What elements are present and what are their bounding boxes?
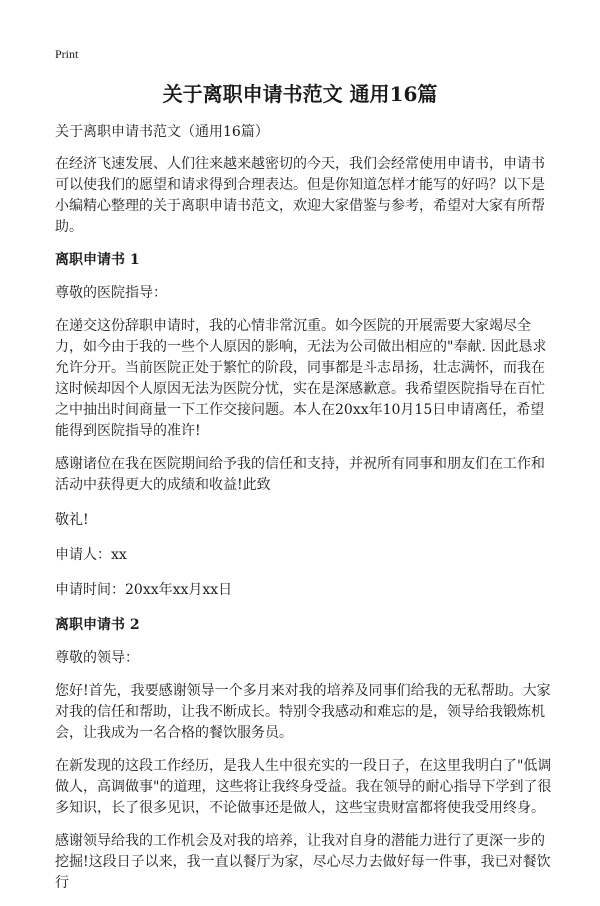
letter-1-closing: 敬礼! — [55, 512, 89, 528]
letter-2-body-2: 在新发现的这段工作经历，是我人生中很充实的一段日子，在这里我明白了"低调做人，高调做事"的道理，这些将让我终身受益。我在领导的耐心指导下学到了很多知识，长了很多见识，不论做事还是做人，这些宝贵财富都将使我受用终身。 — [55, 758, 552, 816]
letter-2-body-1: 您好!首先，我要感谢领导一个多月来对我的培养及同事们给我的无私帮助。大家对我的信任和帮助，让我不断成长。特别令我感动和难忘的是，领导给我锻炼机会，让我成为一名合格的餐饮服务员。 — [55, 683, 551, 741]
letter-2-heading: 离职申请书 2 — [55, 617, 140, 633]
letter-1-body-2: 感谢诸位在我在医院期间给予我的信任和支持，并祝所有同事和朋友们在工作和活动中获得更大的成绩和收益!此致 — [55, 456, 545, 493]
letter-2-salutation: 尊敬的领导： — [55, 650, 139, 666]
letter-1-applicant: 申请人：xx — [55, 547, 127, 563]
print-label: Print — [55, 47, 79, 61]
document-subtitle: 关于离职申请书范文（通用16篇） — [55, 124, 269, 140]
document-body — [55, 122, 555, 906]
letter-1-date: 申请时间：20xx年xx月xx日 — [55, 582, 233, 598]
intro-paragraph: 在经济飞速发展、人们往来越来越密切的今天，我们会经常使用申请书，申请书可以使我们的愿望和请求得到合理表达。但是你知道怎样才能写的好吗？以下是小编精心整理的关于离职申请书范文，欢迎大家借鉴与参考，希望对大家有所帮助。 — [55, 156, 545, 235]
document-title: 关于离职申请书范文 通用16篇 — [162, 82, 438, 106]
letter-1-body-1: 在递交这份辞职申请时，我的心情非常沉重。如今医院的开展需要大家竭尽全力，如今由于我的一些个人原因的影响，无法为公司做出相应的"奉献. 因此恳求允许分开。当前医院正处于繁忙的阶段，同事都是斗志昂扬，壮志满怀，而我在这时候却因个人原因无法为医院分忧，实在是深感歉意。我希望医院指导在百忙之中抽出时间商量一下工作交接问题。本人在20xx年10月15日申请离任，希望能得到医院指导的准许! — [55, 318, 547, 439]
letter-2-body-3: 感谢领导给我的工作机会及对我的培养，让我对自身的潜能力进行了更深一步的挖掘!这段日子以来，我一直以餐厅为家，尽心尽力去做好每一件事，我已对餐饮行 — [55, 833, 551, 891]
letter-1-heading: 离职申请书 1 — [55, 252, 140, 268]
letter-1-salutation: 尊敬的医院指导： — [55, 285, 167, 301]
